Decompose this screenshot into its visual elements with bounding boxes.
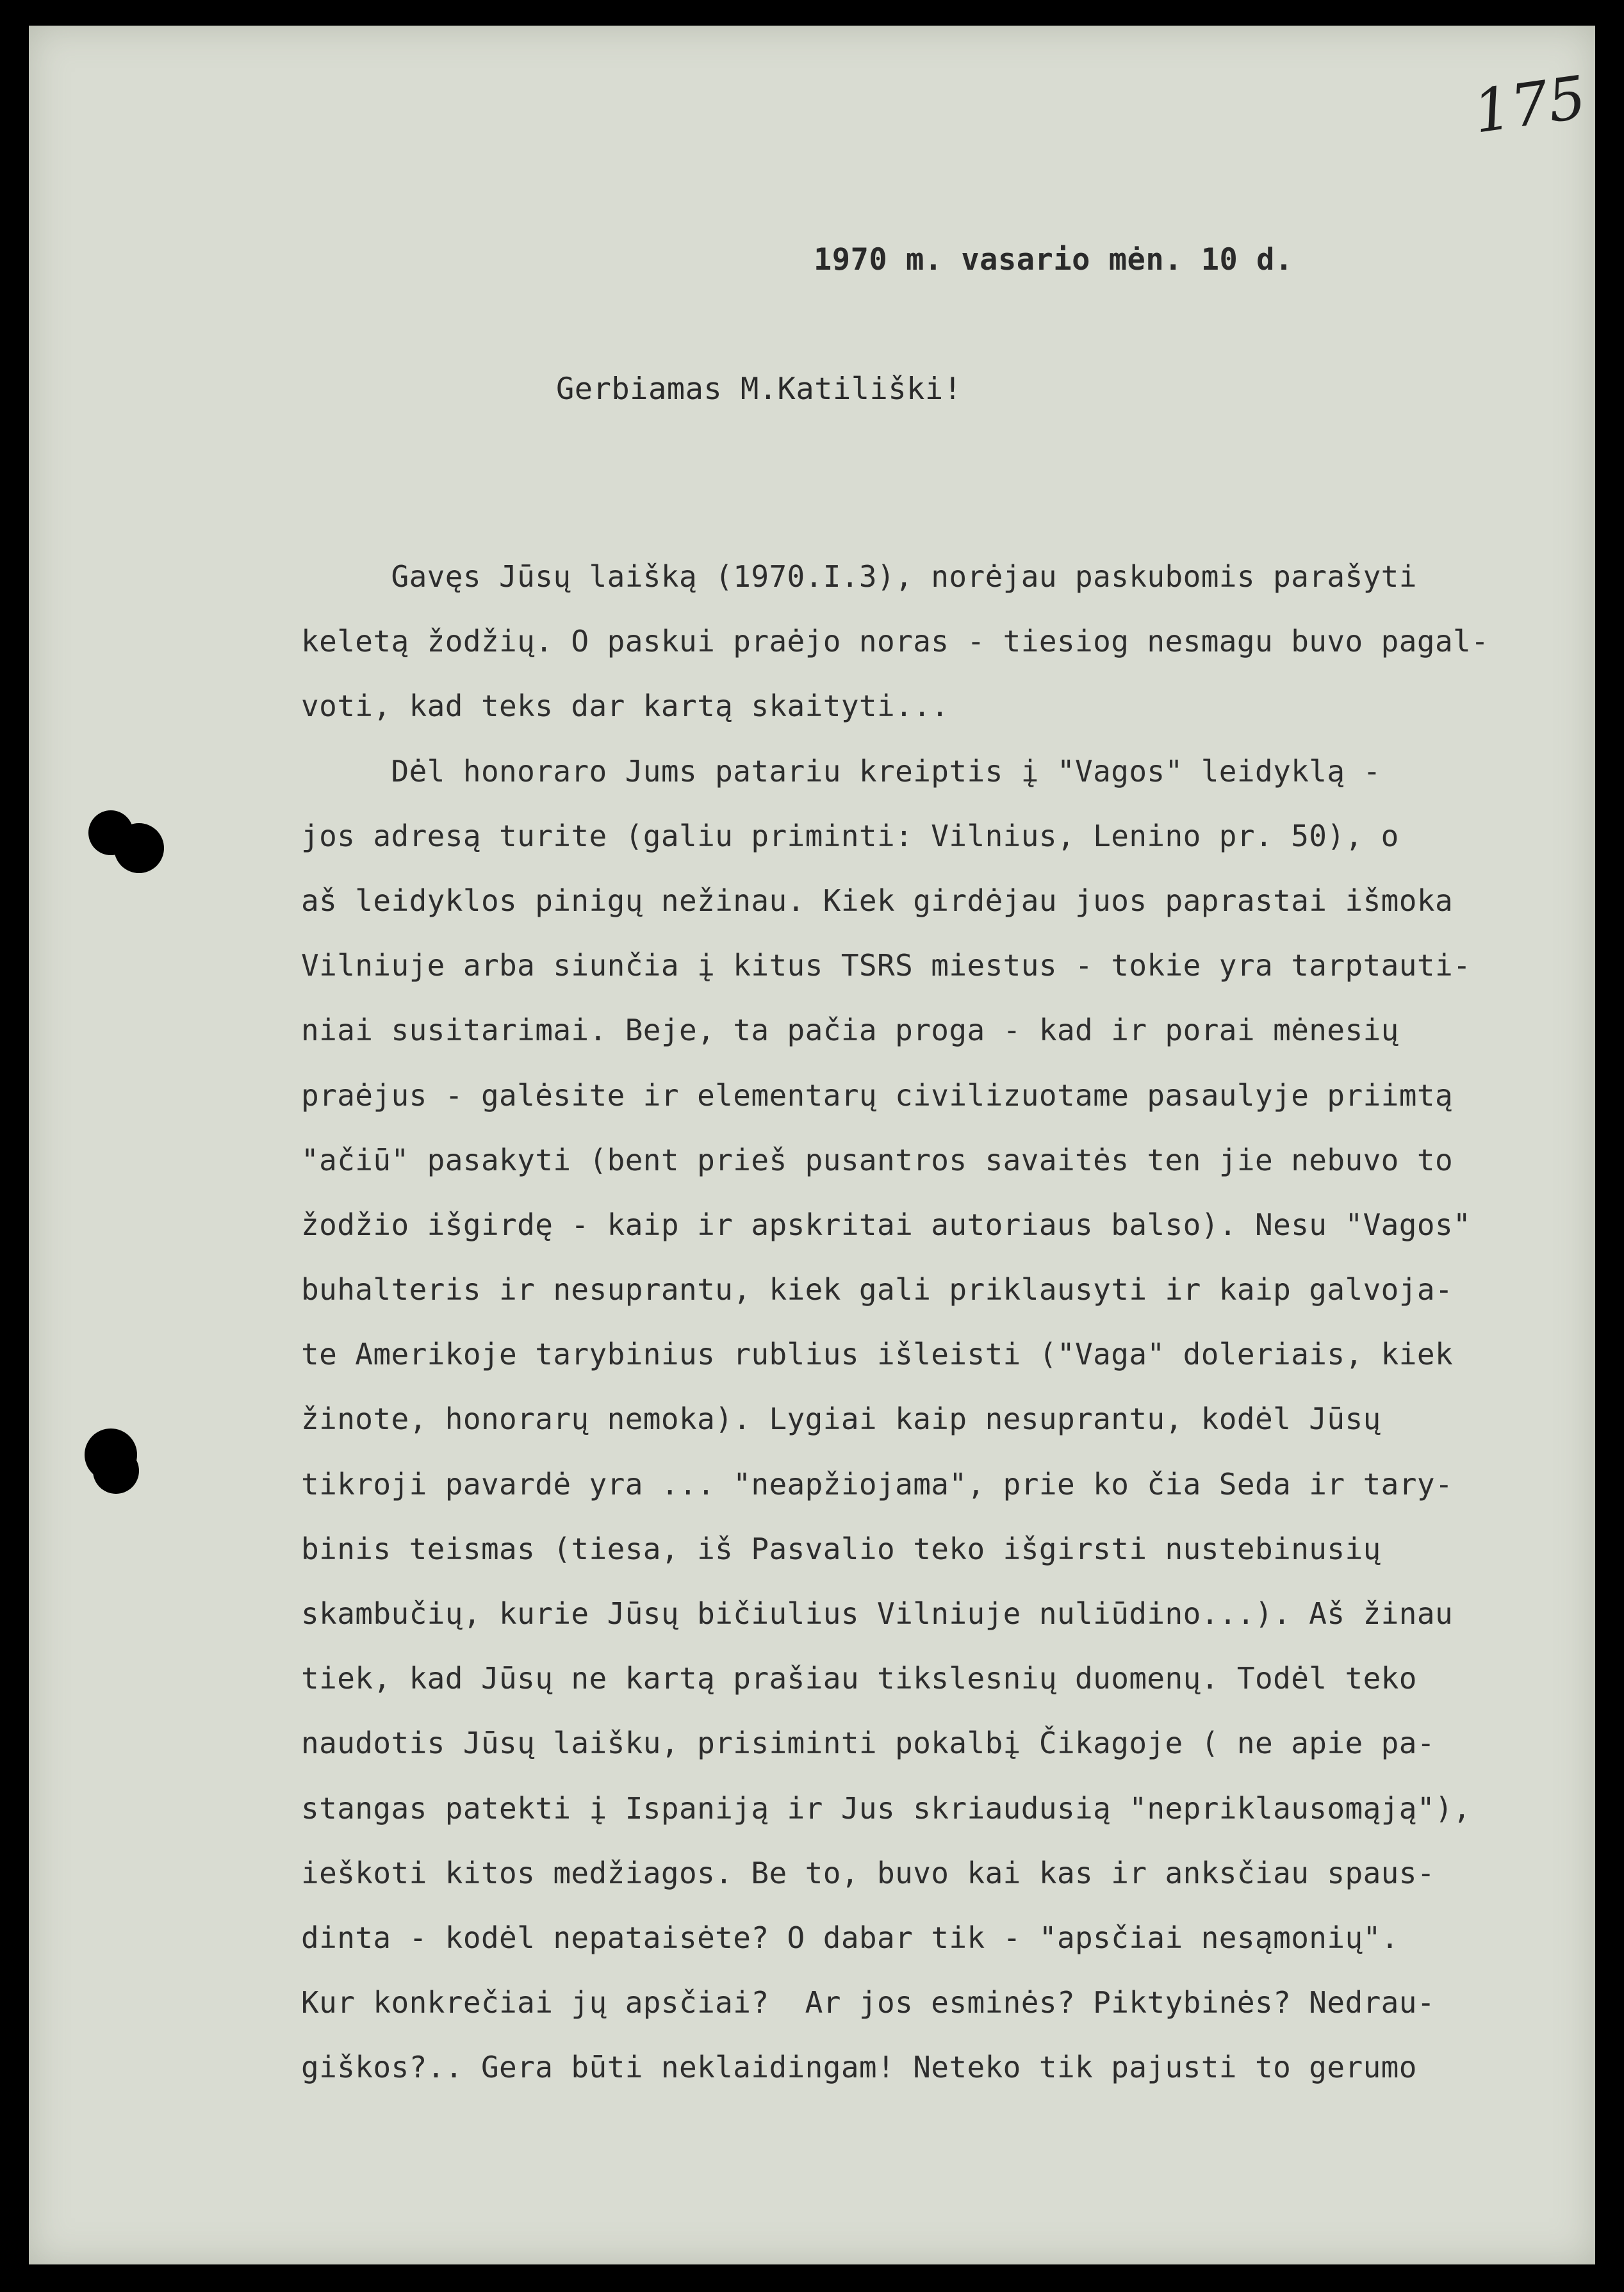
body-line: Dėl honoraro Jums patariu kreiptis į "Vagos" leidyklą -: [301, 753, 1381, 789]
body-line: tikroji pavardė yra ... "neapžiojama", prie ko čia Seda ir tary-: [301, 1466, 1454, 1502]
body-line: tiek, kad Jūsų ne kartą prašiau tikslesnių duomenų. Todėl teko: [301, 1661, 1417, 1696]
body-line: dinta - kodėl nepataisėte? O dabar tik - "apsčiai nesąmonių".: [301, 1920, 1399, 1955]
body-line: žinote, honorarų nemoka). Lygiai kaip nesuprantu, kodėl Jūsų: [301, 1402, 1381, 1437]
body-line: Vilniuje arba siunčia į kitus TSRS miestus - tokie yra tarptauti-: [301, 948, 1472, 983]
body-line: naudotis Jūsų laišku, prisiminti pokalbį Čikagoje ( ne apie pa-: [301, 1726, 1435, 1761]
body-line: Kur konkrečiai jų apsčiai? Ar jos esminės? Piktybinės? Nedrau-: [301, 1985, 1435, 2020]
body-line: žodžio išgirdę - kaip ir apskritai autoriaus balso). Nesu "Vagos": [301, 1207, 1472, 1242]
body-line: giškos?.. Gera būti neklaidingam! Neteko tik pajusti to gerumo: [301, 2050, 1417, 2085]
body-line: aš leidyklos pinigų nežinau. Kiek girdėjau juos paprastai išmoka: [301, 883, 1454, 918]
body-line: buhalteris ir nesuprantu, kiek gali priklausyti ir kaip galvoja-: [301, 1272, 1454, 1307]
body-line: ieškoti kitos medžiagos. Be to, buvo kai kas ir anksčiau spaus-: [301, 1855, 1435, 1890]
body-line: stangas patekti į Ispaniją ir Jus skriaudusią "nepriklausomąją"),: [301, 1790, 1472, 1826]
body-line: voti, kad teks dar kartą skaityti...: [301, 689, 949, 724]
body-line: niai susitarimai. Beje, ta pačia proga - kad ir porai mėnesių: [301, 1013, 1399, 1048]
body-line: Gavęs Jūsų laišką (1970.I.3), norėjau paskubomis parašyti: [301, 559, 1417, 594]
body-line: jos adresą turite (galiu priminti: Vilnius, Lenino pr. 50), o: [301, 818, 1399, 853]
letter-date: 1970 m. vasario mėn. 10 d.: [814, 242, 1293, 277]
salutation: Gerbiamas M.Katiliški!: [556, 372, 962, 407]
body-line: te Amerikoje tarybinius rublius išleisti ("Vaga" doleriais, kiek: [301, 1337, 1454, 1372]
body-line: praėjus - galėsite ir elementarų civilizuotame pasaulyje priimtą: [301, 1077, 1454, 1113]
body-line: "ačiū" pasakyti (bent prieš pusantros savaitės ten jie nebuvo to: [301, 1142, 1454, 1177]
body-line: skambučių, kurie Jūsų bičiulius Vilniuje nuliūdino...). Aš žinau: [301, 1596, 1454, 1631]
punch-hole-top-2: [114, 823, 164, 873]
page-number: 175: [1469, 63, 1591, 147]
body-line: keletą žodžių. O paskui praėjo noras - tiesiog nesmagu buvo pagal-: [301, 624, 1489, 659]
punch-hole-bottom-2: [93, 1448, 139, 1494]
body-line: binis teismas (tiesa, iš Pasvalio teko išgirsti nustebinusių: [301, 1531, 1381, 1566]
letter-body: [301, 544, 1595, 2100]
